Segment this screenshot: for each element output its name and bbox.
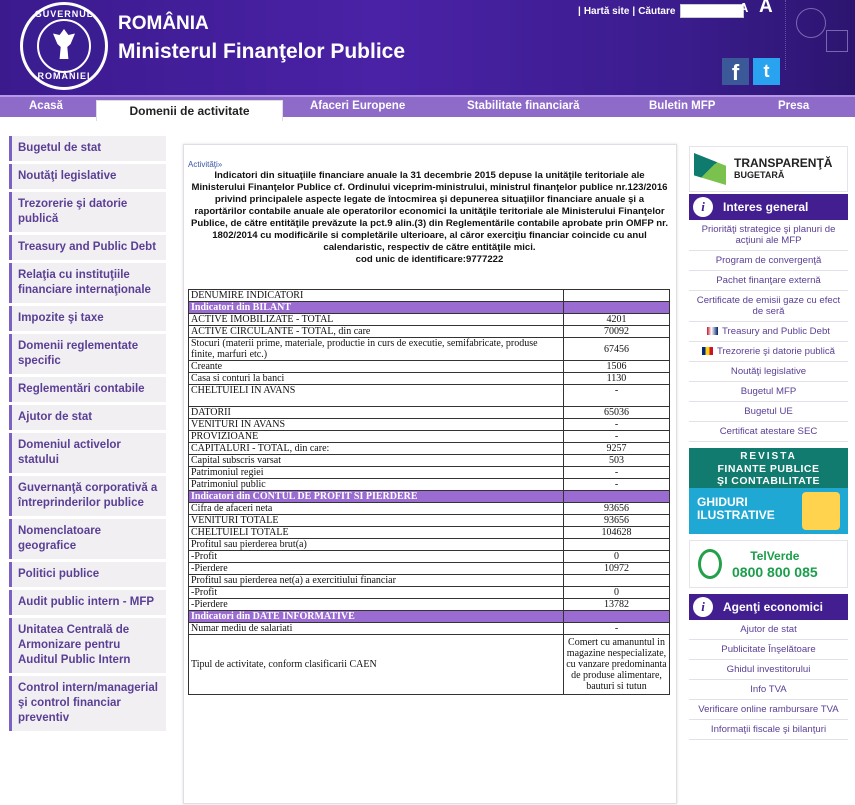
sidebar xyxy=(9,136,166,734)
bugetara-text: BUGETARĂ xyxy=(734,170,785,180)
table-row xyxy=(189,361,670,373)
tab-presa[interactable]: Presa xyxy=(778,100,810,112)
indicator-value: 10972 xyxy=(564,563,670,575)
indicator-label: Patrimoniul regiei xyxy=(189,467,564,479)
search-input[interactable] xyxy=(680,4,744,18)
right-link-item[interactable] xyxy=(689,720,848,740)
table-row xyxy=(189,302,670,314)
sidebar-item-noutati-legislative[interactable]: Noutăţi legislative xyxy=(9,164,166,189)
table-row xyxy=(189,419,670,431)
font-small-button[interactable]: A xyxy=(739,0,749,15)
right-link-label: Certificat atestare SEC xyxy=(719,426,818,437)
book-icon xyxy=(802,492,840,530)
header-decoration xyxy=(785,0,855,70)
indicator-value xyxy=(564,611,670,623)
sidebar-item-activelor-statului[interactable]: Domeniul activelor statului xyxy=(9,433,166,473)
seal-bottom-text: ROMÂNIEI xyxy=(37,71,91,81)
company-code: cod unic de identificare:9777222 xyxy=(355,254,504,265)
indicator-value xyxy=(564,491,670,503)
right-sidebar xyxy=(689,146,848,740)
right-link-item[interactable] xyxy=(689,680,848,700)
sidebar-item-nomenclatoare[interactable]: Nomenclatoare geografice xyxy=(9,519,166,559)
right-link-label: Ghidul investitorului xyxy=(726,664,811,675)
ghid-line: ILUSTRATIVE xyxy=(697,508,775,522)
twitter-icon[interactable]: t xyxy=(753,58,780,85)
indicator-value xyxy=(564,290,670,302)
font-large-button[interactable]: A xyxy=(759,0,773,17)
sidebar-item-reglementari-contabile[interactable]: Reglementări contabile xyxy=(9,377,166,402)
revista-banner[interactable] xyxy=(689,448,848,488)
search-label: Căutare xyxy=(638,5,676,17)
transparenta-logo-icon xyxy=(694,153,726,185)
sidebar-item-treasury[interactable]: Treasury and Public Debt xyxy=(9,235,166,260)
indicator-label: PROVIZIOANE xyxy=(189,431,564,443)
table-row xyxy=(189,338,670,361)
right-link-label: Program de convergenţă xyxy=(715,255,822,266)
right-link-item[interactable] xyxy=(689,271,848,291)
sidebar-item-ajutor-de-stat[interactable]: Ajutor de stat xyxy=(9,405,166,430)
table-row xyxy=(189,539,670,551)
table-row xyxy=(189,515,670,527)
table-row xyxy=(189,635,670,695)
table-row xyxy=(189,491,670,503)
table-row xyxy=(189,385,670,407)
indicator-label: -Profit xyxy=(189,587,564,599)
sidebar-item-trezorerie[interactable]: Trezorerie şi datorie publică xyxy=(9,192,166,232)
page-title xyxy=(188,170,671,266)
indicator-label: CAPITALURI - TOTAL, din care: xyxy=(189,443,564,455)
indicator-value: - xyxy=(564,385,670,407)
tab-acasa[interactable]: Acasă xyxy=(29,100,63,112)
indicators-table xyxy=(188,289,670,695)
phone-icon xyxy=(698,549,722,579)
main-nav xyxy=(0,95,855,117)
table-row xyxy=(189,373,670,385)
table-row xyxy=(189,623,670,635)
ghid-line: GHIDURI xyxy=(697,495,748,509)
indicator-value: 13782 xyxy=(564,599,670,611)
table-row xyxy=(189,479,670,491)
indicator-label: ACTIVE CIRCULANTE - TOTAL, din care xyxy=(189,326,564,338)
tab-domenii-de-activitate[interactable]: Domenii de activitate xyxy=(96,100,283,121)
right-link-item[interactable] xyxy=(689,362,848,382)
right-link-item[interactable] xyxy=(689,251,848,271)
sidebar-item-bugetul-de-stat[interactable]: Bugetul de stat xyxy=(9,136,166,161)
right-link-label: Info TVA xyxy=(750,684,787,695)
ministry-title[interactable]: Ministerul Finanţelor Publice xyxy=(118,40,406,63)
table-row xyxy=(189,527,670,539)
right-link-label: Noutăţi legislative xyxy=(730,366,807,377)
tab-afaceri-europene[interactable]: Afaceri Europene xyxy=(310,100,406,112)
indicator-label: CHELTUIELI TOTALE xyxy=(189,527,564,539)
right-link-label: Bugetul UE xyxy=(744,406,793,417)
right-link-label: Priorităţi strategice şi planuri de acţiuni ale MFP xyxy=(701,224,836,246)
indicator-value xyxy=(564,302,670,314)
right-link-label: Pachet finanţare externă xyxy=(716,275,821,286)
agenti-economici-title: Agenţi economici xyxy=(723,600,824,614)
right-link-item[interactable] xyxy=(689,322,848,342)
indicator-value: 0 xyxy=(564,551,670,563)
indicator-value xyxy=(564,575,670,587)
right-link-label: Informaţii fiscale şi bilanţuri xyxy=(710,724,827,735)
indicator-label: Profitul sau pierderea net(a) a exercitiului financiar xyxy=(189,575,564,587)
table-row xyxy=(189,407,670,419)
sidebar-item-audit-public[interactable]: Audit public intern - MFP xyxy=(9,590,166,615)
telverde-title: TelVerde xyxy=(750,549,800,563)
revista-line: FINANTE PUBLICE xyxy=(717,463,820,475)
right-link-item[interactable] xyxy=(689,422,848,442)
table-row xyxy=(189,587,670,599)
table-row xyxy=(189,563,670,575)
indicator-label: Patrimoniul public xyxy=(189,479,564,491)
info-icon: i xyxy=(693,597,713,617)
right-link-item[interactable] xyxy=(689,342,848,362)
right-link-item[interactable] xyxy=(689,640,848,660)
indicator-label: Stocuri (materii prime, materiale, productie in curs de executie, semifabricate, produse finite, marfuri etc.) xyxy=(189,338,564,361)
table-row xyxy=(189,314,670,326)
interes-general-title: Interes general xyxy=(723,200,809,214)
right-link-item[interactable] xyxy=(689,291,848,322)
right-link-item[interactable] xyxy=(689,402,848,422)
page-heading-text: Indicatori din situaţiile financiare anuale la 31 decembrie 2015 depuse la unităţile teritoriale ale Ministerului Finanţelor Publice cf. Ordinului viceprim-ministrului, ministrul finanţelor publice nr.123/2016 privind principalele aspecte legate de întocmirea şi depunerea situaţiilor financiare anuale şi a raportărilor contabile anuale ale operatorilor economici la unităţile teritoriale ale Ministerului Finanţelor Publice, de către entităţile prevăzute la pct.9 alin.(3) din Reglementările contabile aprobate prin OMFP nr. 1802/2014 cu modificările si completările ulterioare, al căror exerciţiu financiar coincide cu anul calendaristic, respectiv de către entităţile mici. xyxy=(191,170,668,253)
table-row xyxy=(189,575,670,587)
sidebar-item-guvernanta[interactable]: Guvernanţă corporativă a întreprinderilor publice xyxy=(9,476,166,516)
revista-line: ŞI CONTABILITATE xyxy=(716,475,821,487)
indicator-value: 104628 xyxy=(564,527,670,539)
indicator-label: Creante xyxy=(189,361,564,373)
site-map-link[interactable]: Hartă site xyxy=(583,5,630,17)
indicator-label: DATORII xyxy=(189,407,564,419)
right-link-label: Bugetul MFP xyxy=(740,386,797,397)
top-links: | Hartă site | Căutare xyxy=(578,4,744,18)
indicator-label: Numar mediu de salariati xyxy=(189,623,564,635)
indicator-value: 1506 xyxy=(564,361,670,373)
indicator-label: CHELTUIELI IN AVANS xyxy=(189,385,564,407)
indicator-label: DENUMIRE INDICATORI xyxy=(189,290,564,302)
indicator-value: - xyxy=(564,431,670,443)
sidebar-item-relatia-institutii[interactable]: Relaţia cu instituţiile financiare internaţionale xyxy=(9,263,166,303)
indicator-label: Indicatori din DATE INFORMATIVE xyxy=(189,611,564,623)
indicator-label: Tipul de activitate, conform clasificarii CAEN xyxy=(189,635,564,695)
sidebar-item-impozite[interactable]: Impozite şi taxe xyxy=(9,306,166,331)
indicator-value: 67456 xyxy=(564,338,670,361)
right-link-label: Ajutor de stat xyxy=(740,624,797,635)
agenti-economici-header xyxy=(689,594,848,620)
table-row xyxy=(189,455,670,467)
right-link-item[interactable] xyxy=(689,620,848,640)
indicator-value: 9257 xyxy=(564,443,670,455)
tab-stabilitate-financiara[interactable]: Stabilitate financiară xyxy=(467,100,580,112)
transparenta-bugetara-banner[interactable] xyxy=(689,146,848,192)
indicator-label: -Pierdere xyxy=(189,563,564,575)
revista-line: REVISTA xyxy=(740,451,797,462)
right-link-label: Trezorerie şi datorie publică xyxy=(716,346,836,357)
indicator-value: Comert cu amanuntul in magazine nespecializate, cu vanzare predominanta de produse alimentare, bauturi si tutun xyxy=(564,635,670,695)
indicator-label: VENITURI TOTALE xyxy=(189,515,564,527)
seal-top-text: GUVERNUL xyxy=(34,9,94,19)
indicator-label: VENITURI IN AVANS xyxy=(189,419,564,431)
sidebar-item-politici-publice[interactable]: Politici publice xyxy=(9,562,166,587)
table-row xyxy=(189,611,670,623)
table-row xyxy=(189,599,670,611)
indicator-value: 93656 xyxy=(564,503,670,515)
flag-icon xyxy=(707,327,718,335)
indicator-label: ACTIVE IMOBILIZATE - TOTAL xyxy=(189,314,564,326)
table-row xyxy=(189,551,670,563)
sidebar-item-unitatea-centrala[interactable]: Unitatea Centrală de Armonizare pentru Auditul Public Intern xyxy=(9,618,166,673)
right-link-item[interactable] xyxy=(689,382,848,402)
indicator-value: 70092 xyxy=(564,326,670,338)
table-row xyxy=(189,503,670,515)
indicator-value: - xyxy=(564,479,670,491)
indicator-label: Capital subscris varsat xyxy=(189,455,564,467)
header xyxy=(0,0,855,95)
indicator-value: 93656 xyxy=(564,515,670,527)
indicator-label: Cifra de afaceri neta xyxy=(189,503,564,515)
right-link-label: Publicitate Înşelătoare xyxy=(721,644,816,655)
table-row xyxy=(189,431,670,443)
indicator-label: -Pierdere xyxy=(189,599,564,611)
transparenta-text: TRANSPARENŢĂ xyxy=(734,156,833,170)
indicator-label: Profitul sau pierderea brut(a) xyxy=(189,539,564,551)
indicator-value: 503 xyxy=(564,455,670,467)
indicator-value: 65036 xyxy=(564,407,670,419)
indicator-label: Indicatori din BILANT xyxy=(189,302,564,314)
flag-icon xyxy=(702,347,713,355)
indicator-value: 1130 xyxy=(564,373,670,385)
indicator-label: -Profit xyxy=(189,551,564,563)
indicator-value: - xyxy=(564,623,670,635)
table-row xyxy=(189,467,670,479)
indicator-value: - xyxy=(564,467,670,479)
right-link-item[interactable] xyxy=(689,700,848,720)
right-link-label: Certificate de emisii gaze cu efect de seră xyxy=(696,295,841,317)
indicator-value xyxy=(564,539,670,551)
indicator-value: - xyxy=(564,419,670,431)
indicator-value: 4201 xyxy=(564,314,670,326)
table-row xyxy=(189,443,670,455)
facebook-icon[interactable]: f xyxy=(722,58,749,85)
sidebar-item-domenii-reglementate[interactable]: Domenii reglementate specific xyxy=(9,334,166,374)
info-icon: i xyxy=(693,197,713,217)
table-row xyxy=(189,326,670,338)
breadcrumb[interactable]: Activităţi» xyxy=(188,160,223,169)
indicator-value: 0 xyxy=(564,587,670,599)
indicator-label: Casa si conturi la banci xyxy=(189,373,564,385)
telverde-number: 0800 800 085 xyxy=(732,564,818,580)
interes-general-header xyxy=(689,194,848,220)
right-link-label: Treasury and Public Debt xyxy=(722,326,830,337)
country-title: ROMÂNIA xyxy=(118,13,209,34)
telverde-banner[interactable] xyxy=(689,540,848,588)
sidebar-item-control-intern[interactable]: Control intern/managerial şi control financiar preventiv xyxy=(9,676,166,731)
right-link-label: Verificare online rambursare TVA xyxy=(698,704,839,715)
right-link-item[interactable] xyxy=(689,220,848,251)
indicator-label: Indicatori din CONTUL DE PROFIT SI PIERDERE xyxy=(189,491,564,503)
government-seal-logo[interactable] xyxy=(20,2,108,90)
ghiduri-banner[interactable] xyxy=(689,488,848,534)
right-link-item[interactable] xyxy=(689,660,848,680)
tab-buletin-mfp[interactable]: Buletin MFP xyxy=(649,100,716,112)
table-row xyxy=(189,290,670,302)
